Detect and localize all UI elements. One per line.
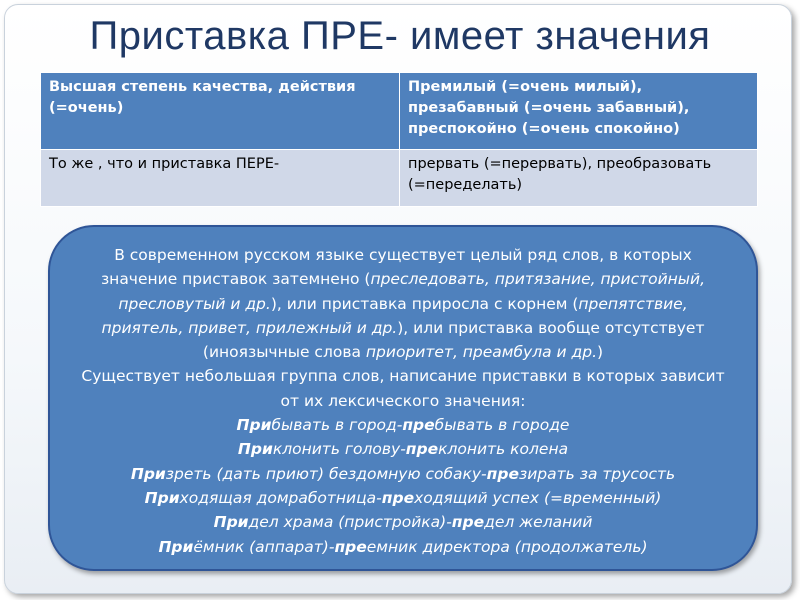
example-text: ходящая домработница- [179, 488, 382, 507]
example-line [80, 535, 726, 559]
example-text: дел храма (пристройка)- [248, 513, 452, 532]
prefix-pre: пре [405, 440, 439, 459]
info-italic: приоритет, преамбула и др. [365, 343, 598, 362]
info-italic: преследовать, притязание, пристойный, пресловутый и др. [118, 270, 706, 313]
slide-title: Приставка ПРЕ- имеет значения [89, 14, 711, 58]
example-text: дел желаний [484, 513, 593, 532]
prefix-pre: пре [451, 513, 485, 532]
info-text: ), или приставка приросла с корнем ( [270, 294, 579, 313]
examples-cell: Премилый (=очень милый), презабавный (=очень забавный), преспокойно (=очень спокойно) [400, 73, 758, 150]
info-italic: препятствие, приятель, привет, прилежный и др. [101, 294, 688, 337]
example-text: зреть (дать приют) бездомную собаку- [165, 464, 487, 483]
example-text: бывать в городе [434, 416, 570, 435]
prefix-pri: При [236, 416, 272, 435]
prefix-pri: При [130, 464, 166, 483]
info-paragraph [80, 243, 726, 364]
example-text: зирать за трусость [518, 464, 676, 483]
prefix-pri: При [213, 513, 249, 532]
info-paragraph: Существует небольшая группа слов, написание приставки в которых зависит от их лексического значения: [81, 367, 725, 410]
meanings-table [40, 72, 758, 207]
prefix-pri: При [144, 488, 180, 507]
examples-cell: прервать (=перервать), преобразовать (=переделать) [400, 150, 758, 207]
info-box [48, 225, 758, 571]
info-text: ), или приставка вообще отсутствует (иноязычные слова [202, 318, 705, 362]
table-row [41, 150, 758, 207]
example-text: емник директора (продолжатель) [366, 537, 648, 556]
prefix-pre: пре [486, 464, 519, 483]
info-text: ) [597, 343, 604, 362]
prefix-pre: пре [381, 488, 415, 507]
example-line [80, 486, 726, 510]
example-text: ходящий успех (=временный) [414, 488, 662, 507]
example-text: клонить голову- [272, 440, 406, 459]
meaning-cell: То же , что и приставка ПЕРЕ- [41, 150, 400, 207]
meaning-cell: Высшая степень качества, действия (=очень) [41, 73, 400, 150]
example-line [80, 413, 726, 437]
prefix-pri: При [158, 537, 194, 556]
example-text: ёмник (аппарат)- [193, 537, 335, 556]
example-text: бывать в город- [271, 416, 403, 435]
info-text: В современном русском языке существует целый ряд слов, в которых значение приставок затемнено ( [100, 246, 692, 289]
example-line [80, 462, 726, 486]
example-line [80, 437, 726, 461]
prefix-pre: пре [402, 416, 435, 435]
example-text: клонить колена [438, 440, 569, 459]
table-row [41, 73, 758, 150]
prefix-pre: пре [334, 537, 367, 556]
example-line [80, 510, 726, 534]
prefix-pri: При [237, 440, 273, 459]
